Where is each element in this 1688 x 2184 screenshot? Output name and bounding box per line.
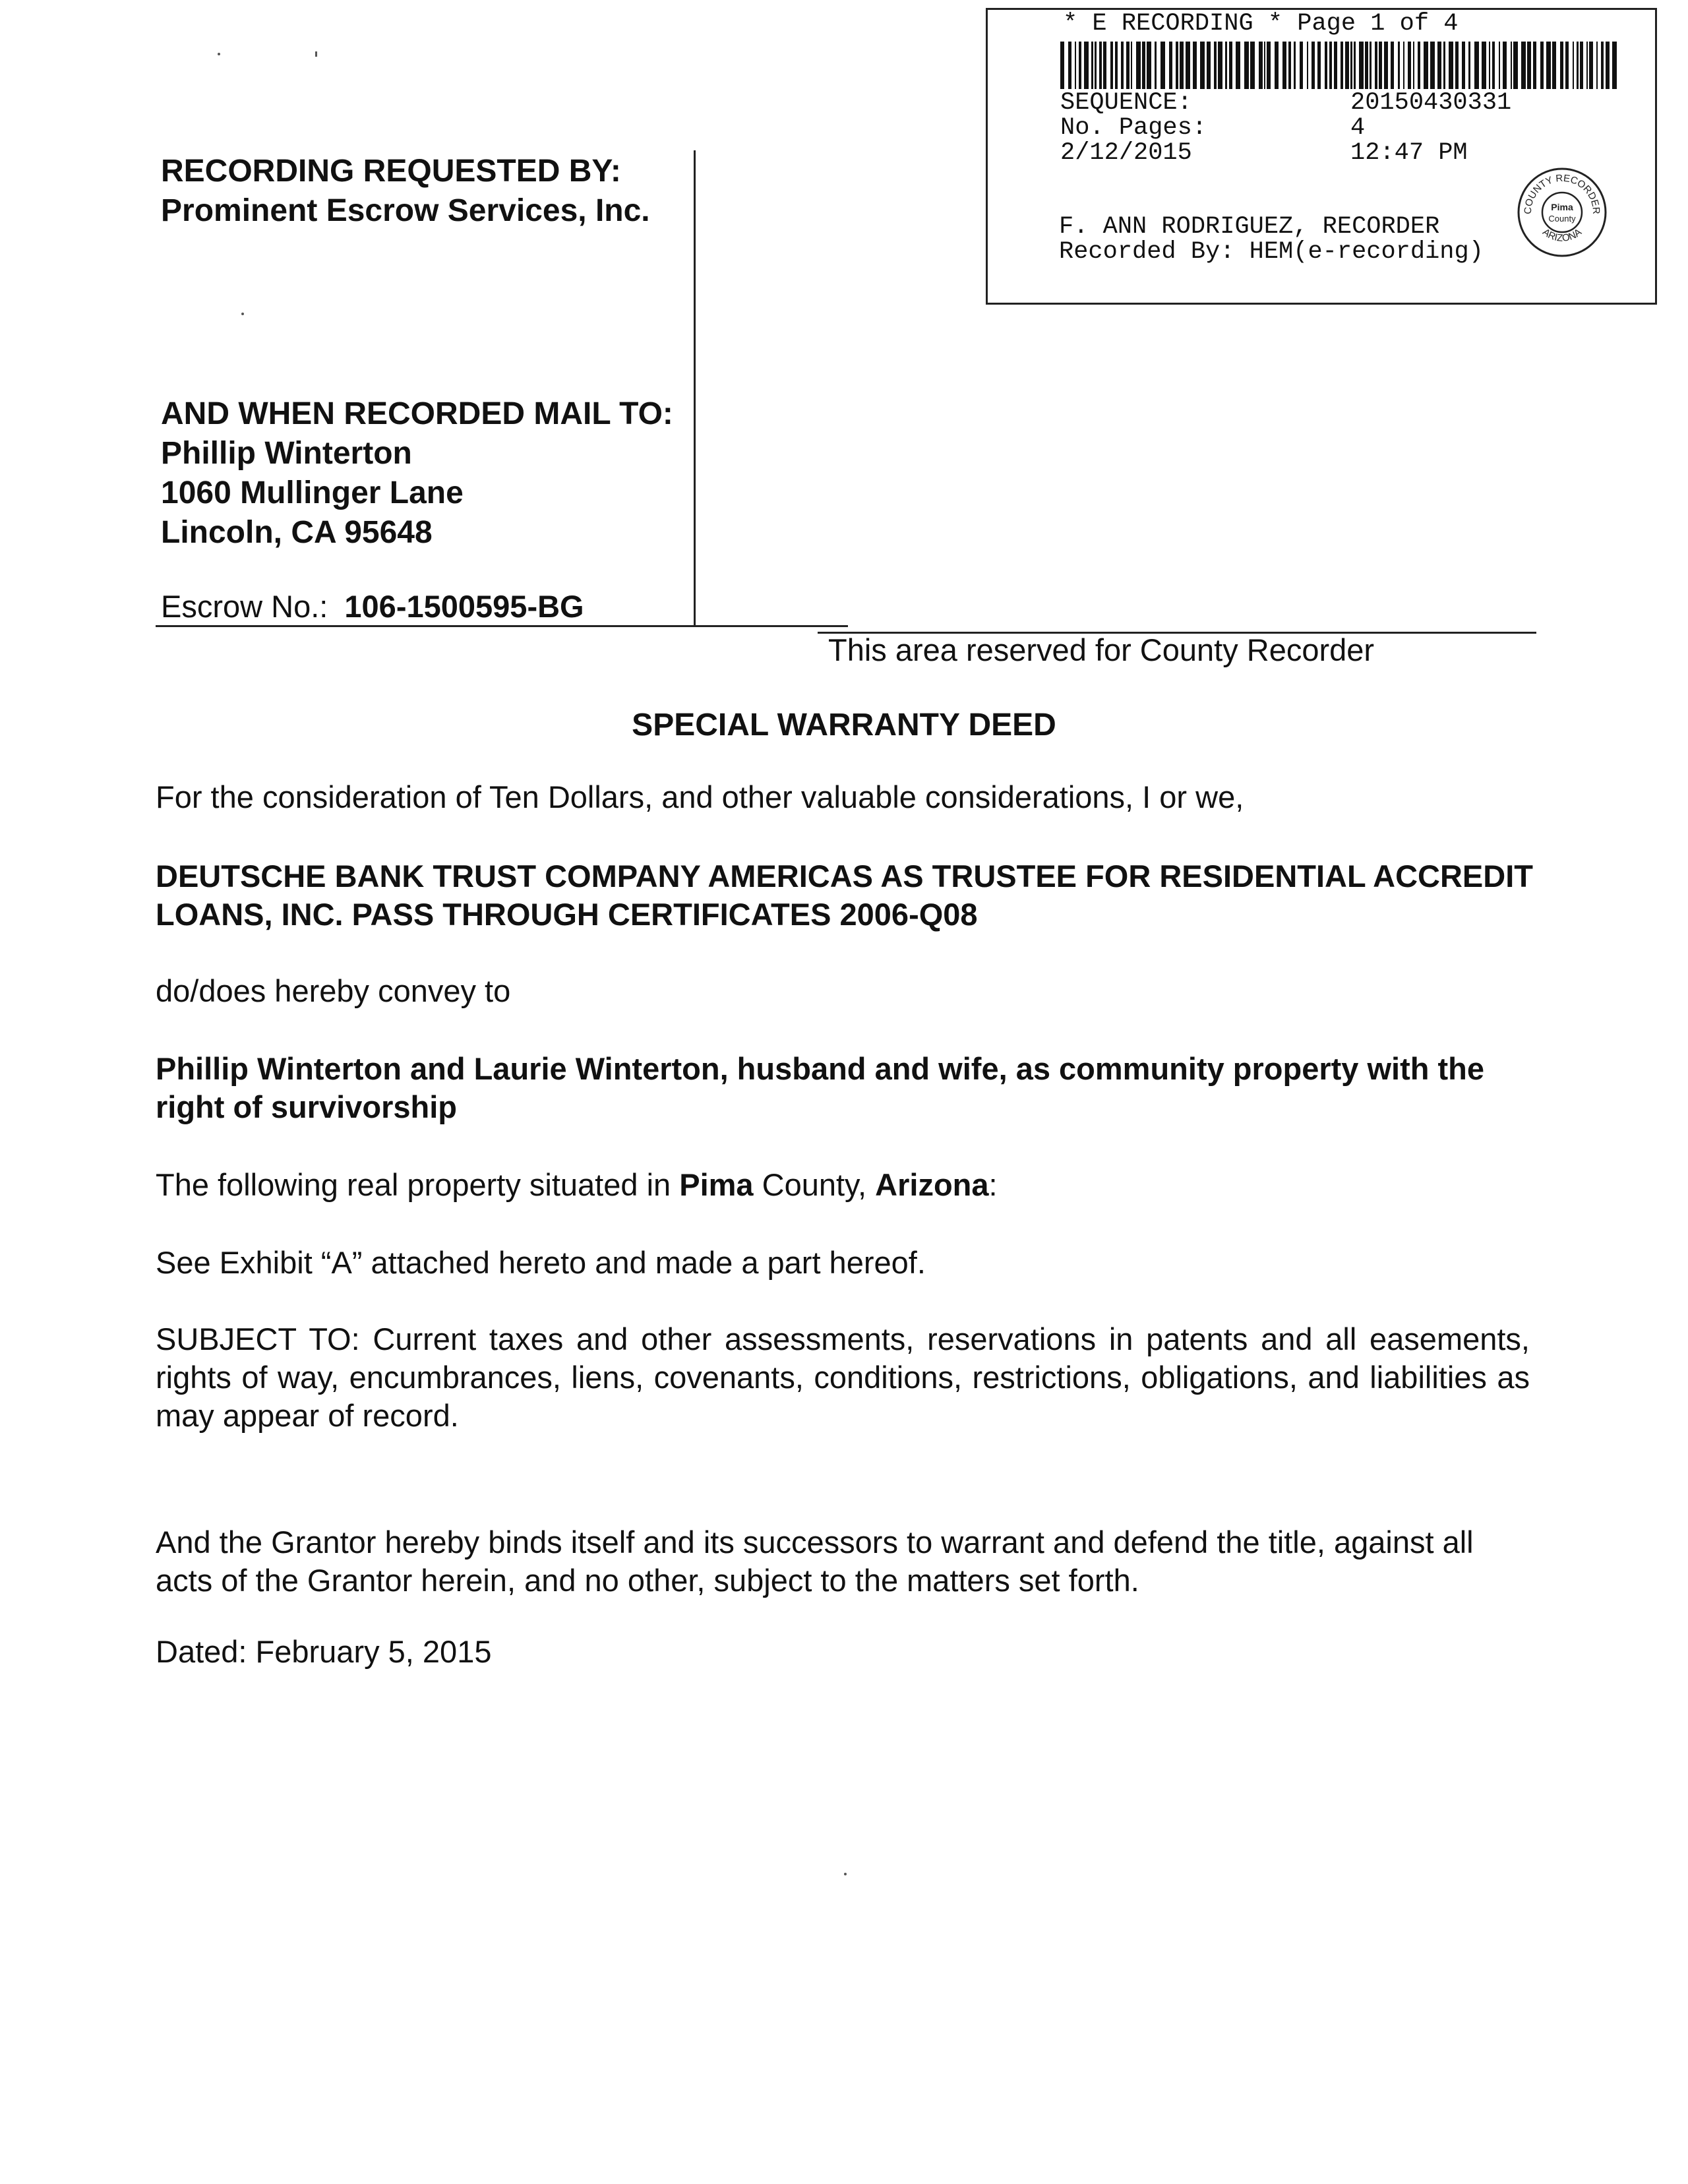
barcode-bar [1099,42,1102,89]
barcode-bar [1455,42,1459,89]
barcode-bar [1449,42,1453,89]
recorder-stamp-box [986,8,1657,305]
barcode-bar [1103,42,1106,89]
recording-requested-label: RECORDING REQUESTED BY: [161,154,621,189]
barcode-bar [1282,42,1286,89]
recorded-date: 2/12/2015 [1060,139,1192,167]
barcode-bar [1359,42,1364,89]
barcode-bar [1375,42,1377,89]
barcode-bar [1084,42,1089,89]
barcode-bar [1091,42,1093,89]
barcode-bar [1408,42,1411,89]
barcode-bar [1250,42,1255,89]
consideration-text: For the consideration of Ten Dollars, and other valuable considerations, I or we, [156,779,1244,814]
barcode-bar [1095,42,1097,89]
barcode-bar [1350,42,1352,89]
dated-text: Dated: February 5, 2015 [156,1634,492,1669]
barcode-bar [1311,42,1315,89]
seal-center-1: Pima [1551,202,1573,212]
barcode-bar [1155,42,1157,89]
barcode-bar [1275,42,1279,89]
barcode-bar [1533,42,1536,89]
barcode-bar [1110,42,1113,89]
grantor-name: DEUTSCHE BANK TRUST COMPANY AMERICAS AS TRUSTEE FOR RESIDENTIAL ACCREDIT LOANS, INC. PASS THROUGH CERTIFICATES 2006-Q08 [156,859,1533,932]
grantee-name: Phillip Winterton and Laurie Winterton, husband and wife, as community property with the right of survivorship [156,1051,1485,1124]
barcode-bar [1329,42,1332,89]
convey-text: do/does hereby convey to [156,973,511,1008]
barcode-bar [1474,42,1479,89]
barcode-bar [1370,42,1372,89]
sequence-label: SEQUENCE: [1060,89,1192,117]
barcode-bar [1612,42,1617,89]
barcode-bar [1546,42,1551,89]
recorded-time: 12:47 PM [1350,139,1468,167]
barcode-bar [1511,42,1512,89]
barcode-bar [1180,42,1184,89]
barcode-bar [1437,42,1441,89]
deed-title: SPECIAL WARRANTY DEED [632,708,1056,743]
barcode-bar [1606,42,1610,89]
barcode-bar [1294,42,1296,89]
exhibit-text: See Exhibit “A” attached hereto and made a part hereof. [156,1245,926,1280]
barcode-bar [1115,42,1118,89]
barcode-bar [1345,42,1349,89]
barcode-bar [1207,42,1211,89]
property-prefix: The following real property situated in [156,1167,680,1202]
property-location [156,1166,1527,1204]
barcode-bar [1354,42,1356,89]
barcode-bar [1403,42,1404,89]
barcode-bar [1229,42,1232,89]
barcode-bar [1391,42,1394,89]
mail-to-name: Phillip Winterton [161,436,412,471]
barcode-bar [1307,42,1308,89]
barcode-bar [1492,42,1495,89]
scan-speck [315,51,317,57]
barcode-bar [1169,42,1172,89]
recording-requested-name: Prominent Escrow Services, Inc. [161,193,650,228]
barcode-bar [1131,42,1132,89]
barcode-bar [1527,42,1531,89]
barcode-bar [1482,42,1486,89]
mail-to-city: Lincoln, CA 95648 [161,515,433,550]
barcode-bar [1489,42,1490,89]
barcode-bar [1300,42,1303,89]
barcode-bar [1521,42,1526,89]
escrow-underline [156,625,848,627]
barcode-bar [1430,42,1435,89]
barcode-bar [1601,42,1604,89]
property-mid: County, [753,1167,876,1202]
barcode-bar [1365,42,1368,89]
mail-to-label: AND WHEN RECORDED MAIL TO: [161,396,673,431]
pages-label: No. Pages: [1060,114,1207,142]
barcode-bar [1560,42,1563,89]
barcode-bar [1317,42,1321,89]
barcode-bar [1573,42,1574,89]
recorder-name: F. ANN RODRIGUEZ, RECORDER [1059,213,1440,241]
header-divider-vertical [694,150,696,626]
barcode-bar [1264,42,1265,89]
barcode-bar [1418,42,1420,89]
barcode-bar [1288,42,1291,89]
escrow-number-row [161,588,584,624]
barcode-bar [1540,42,1544,89]
barcode-bar [1398,42,1400,89]
barcode-bar [1552,42,1556,89]
barcode-bar [1244,42,1249,89]
barcode-bar [1142,42,1145,89]
property-suffix: : [988,1167,998,1202]
barcode-bar [1160,42,1165,89]
barcode-bar [1068,42,1071,89]
barcode-bar [1384,42,1388,89]
barcode-bar [1121,42,1124,89]
barcode-bar [1325,42,1327,89]
barcode-bar [1147,42,1151,89]
barcode-bar [1225,42,1227,89]
barcode-bar [1079,42,1081,89]
seal-center-2: County [1548,214,1576,224]
barcode-bar [1060,42,1064,89]
county-name: Pima [679,1167,754,1202]
barcode-bar [1267,42,1271,89]
subject-to-text: SUBJECT TO: Current taxes and other assessments, reservations in patents and all easements, rights of way, encumbrances, liens, covenants, conditions, restrictions, obligations, and liabilities as may appear of record. [156,1321,1530,1433]
barcode-bar [1499,42,1500,89]
barcode-bar [1586,42,1588,89]
escrow-number: 106-1500595-BG [344,589,584,624]
barcode-bar [1413,42,1414,89]
barcode-bar [1443,42,1445,89]
county-seal-icon [1517,167,1608,258]
barcode-bar [1236,42,1240,89]
barcode-bar [1565,42,1569,89]
barcode-bar [1462,42,1465,89]
barcode [1060,42,1621,89]
state-name: Arizona [875,1167,989,1202]
barcode-bar [1580,42,1583,89]
barcode-bar [1596,42,1598,89]
barcode-bar [1577,42,1579,89]
barcode-bar [1214,42,1217,89]
recording-page-line: * E RECORDING * Page 1 of 4 [1063,10,1459,38]
barcode-bar [1218,42,1222,89]
seal-top-text: COUNTY RECORDER [1522,172,1602,215]
barcode-bar [1259,42,1263,89]
recorder-area-note: This area reserved for County Recorder [828,632,1375,667]
barcode-bar [1075,42,1076,89]
barcode-bar [1193,42,1197,89]
barcode-bar [1176,42,1178,89]
sequence-value: 20150430331 [1350,89,1512,117]
mail-to-street: 1060 Mullinger Lane [161,475,464,510]
barcode-bar [1186,42,1190,89]
barcode-bar [1513,42,1518,89]
barcode-bar [1424,42,1428,89]
scan-speck [241,313,244,315]
barcode-bar [1503,42,1507,89]
escrow-label: Escrow No.: [161,589,328,624]
barcode-bar [1379,42,1382,89]
recorded-by: Recorded By: HEM(e-recording) [1059,238,1484,266]
barcode-bar [1334,42,1337,89]
barcode-bar [1589,42,1593,89]
barcode-bar [1126,42,1130,89]
barcode-bar [1468,42,1470,89]
barcode-bar [1341,42,1343,89]
warranty-text: And the Grantor hereby binds itself and its successors to warrant and defend the title, against all acts of the Grantor herein, and no other, subject to the matters set forth. [156,1525,1474,1598]
barcode-bar [1136,42,1141,89]
pages-value: 4 [1350,114,1366,142]
scan-speck [844,1873,847,1875]
barcode-bar [1200,42,1205,89]
scan-speck [218,53,220,55]
seal-bottom-text: ARIZONA [1540,226,1584,245]
